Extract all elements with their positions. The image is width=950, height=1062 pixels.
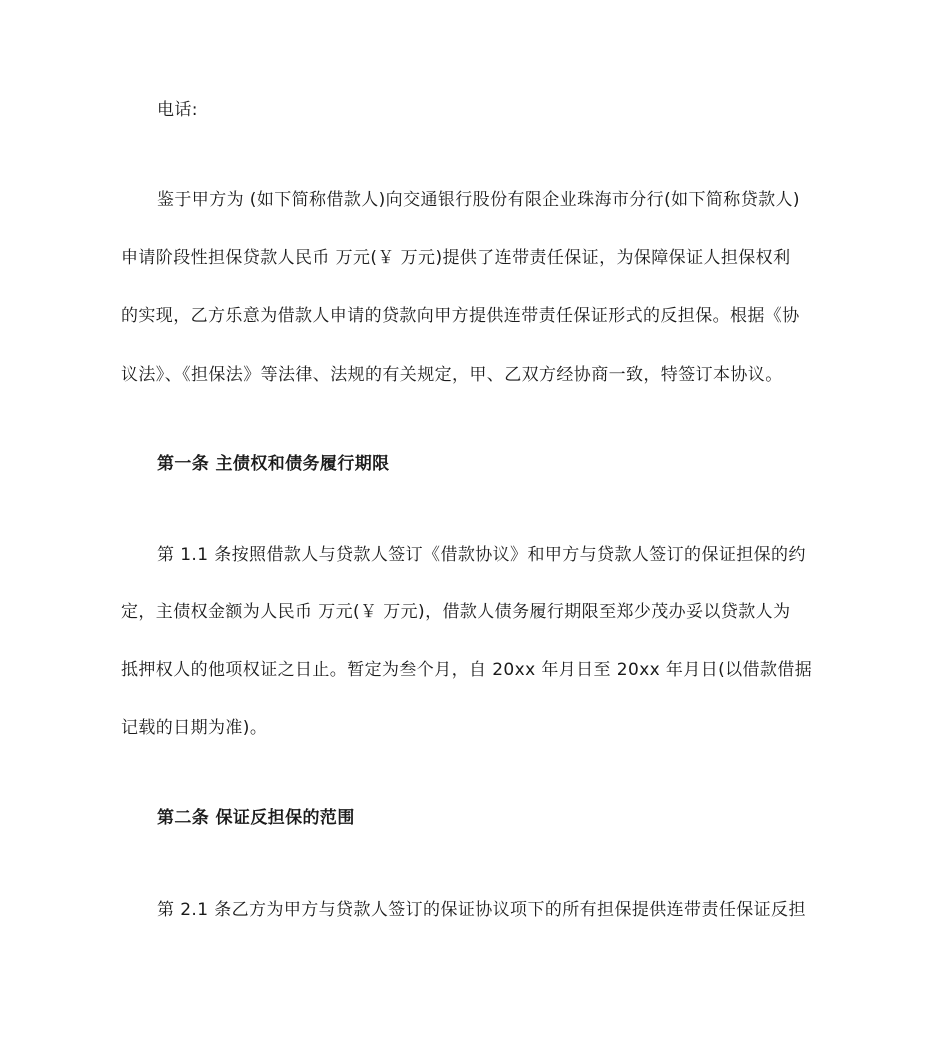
article-1-heading: 第一条 主债权和债务履行期限 (157, 454, 390, 474)
article-2-1-line-1: 第 2.1 条乙方为甲方与贷款人签订的保证协议项下的所有担保提供连带责任保证反担 (157, 900, 806, 920)
intro-line-2: 申请阶段性担保贷款人民币 万元(￥ 万元)提供了连带责任保证，为保障保证人担保权利 (121, 248, 791, 268)
phone-label: 电话: (157, 100, 198, 120)
intro-line-4: 议法》、《担保法》等法律、法规的有关规定，甲、乙双方经协商一致，特签订本协议。 (121, 365, 783, 385)
article-2-heading: 第二条 保证反担保的范围 (157, 808, 355, 828)
article-1-1-line-2: 定，主债权金额为人民币 万元(￥ 万元)，借款人债务履行期限至郑少茂办妥以贷款人为 (121, 602, 791, 622)
article-1-1-line-3: 抵押权人的他项权证之日止。暂定为叁个月，自 20xx 年月日至 20xx 年月日(以借款借据 (121, 660, 813, 680)
article-1-1-line-4: 记载的日期为准)。 (121, 718, 268, 738)
article-1-1-line-1: 第 1.1 条按照借款人与贷款人签订《借款协议》和甲方与贷款人签订的保证担保的约 (157, 545, 806, 565)
intro-line-3: 的实现，乙方乐意为借款人申请的贷款向甲方提供连带责任保证形式的反担保。根据《协 (121, 306, 800, 326)
intro-line-1: 鉴于甲方为 (如下简称借款人)向交通银行股份有限企业珠海市分行(如下简称贷款人) (157, 190, 800, 210)
